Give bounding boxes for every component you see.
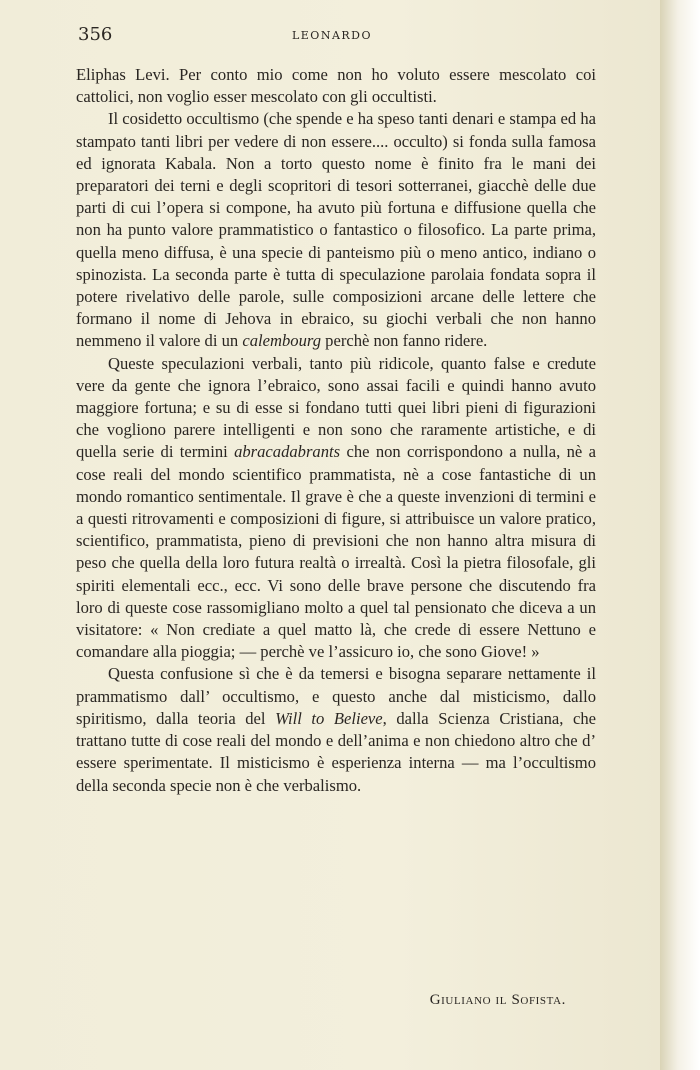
paragraph (76, 353, 596, 664)
paragraph (76, 108, 596, 352)
text-run: Questa confusione sì che è da temersi e bisogna separare nettamente il prammatismo dall’ occultismo, e questo anche dal misticismo, dallo spiritismo, dalla teoria del (76, 664, 596, 728)
text-run: , dalla Scienza Cristiana, che trattano tutte di cose reali del mondo e dell’anima e non chiedono altro che d’ essere sperimentate. Il misticismo è esperienza interna — ma l’occultismo della seconda specie non è che verbalismo. (76, 708, 596, 795)
paragraph (76, 64, 596, 108)
page-edge (660, 0, 700, 1070)
body-text (76, 64, 596, 797)
italic-text-run: abracadabrants (234, 442, 341, 462)
text-run: Queste speculazioni verbali, tanto più ridicole, quanto false e credute vere da gente che ignora l’ebraico, sono assai facili e quindi hanno avuto maggiore fortuna; e su di esse si fondano tutti quei libri pieni di figurazioni che vogliono parere intelligenti e non sono che raramente artistiche, e di quella serie di termini (76, 353, 596, 462)
paragraph (76, 663, 596, 796)
page-header (78, 24, 586, 46)
running-head: LEONARDO (291, 29, 373, 42)
text-run: che non corrispondono a nulla, nè a cose reali del mondo scientifico prammatista, nè a cose fantastiche di un mondo romantico sentimentale. Il grave è che a queste invenzioni di termini e a questi ritrovamenti e composizioni di figure, si attribuisce un valore pratico, scientifico, prammatista, pieno di previsioni che non hanno altra misura di peso che quella della loro futura realtà o irrealtà. Così la pietra filosofale, gli spiriti elementali ecc., ecc. Vi sono delle brave persone che discutendo fra loro di queste cose rassomigliano molto a quel tal pensionato che diceva a un visitatore: « Non crediate a quel matto là, che crede di essere Nettuno e comandare alla pioggia; — perchè ve l’assicuro io, che sono Giove! » (76, 442, 596, 662)
text-run: Il cosidetto occultismo (che spende e ha speso tanti denari e stampa ed ha stampato tanti libri per vedere di non essere.... occulto) si fonda sulla famosa ed ignorata Kabala. Non a torto questo nome è finito fra le mani dei preparatori dei terni e degli scopritori di tesori sotterranei, giacchè delle due parti di cui l’opera si compone, ha avuto più fortuna e diffusione quella che non ha punto valore prammatistico o fantastico o filosofico. La parte prima, quella meno diffusa, è una specie di panteismo più o meno antico, indiano o spinozista. La seconda parte è tutta di speculazione parolaia fondata sopra il potere rivelativo delle parole, sulle composizioni arcane delle lettere che formano il nome di Jehova in ebraico, su giochi verbali che non hanno nemmeno il valore di un (76, 109, 596, 351)
italic-text-run: Will to Believe (275, 708, 383, 728)
text-run: Eliphas Levi. Per conto mio come non ho voluto essere mescolato coi cattolici, non voglio esser mescolato con gli occultisti. (76, 65, 596, 107)
page-number: 356 (78, 24, 113, 45)
text-run: perchè non fanno ridere. (321, 331, 488, 351)
italic-text-run: calembourg (242, 331, 322, 351)
author-signature: Giuliano il Sofista. (429, 992, 566, 1008)
